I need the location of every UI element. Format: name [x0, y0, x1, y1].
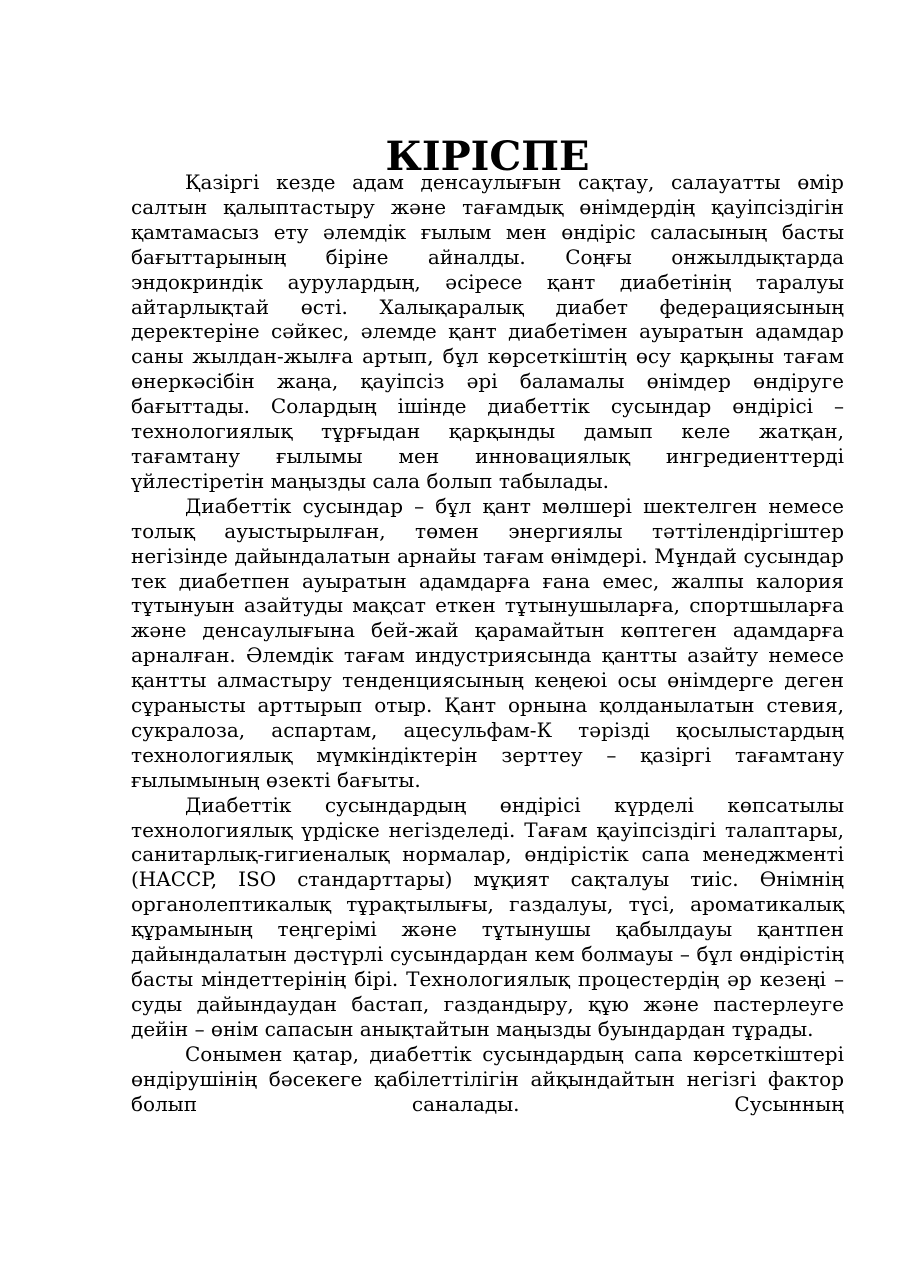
paragraph-4: Сонымен қатар, диабеттік сусындардың сапа көрсеткіштері өндірушінің бәсекеге қабілеттілігін айқындайтын негізгі фактор болып саналады. Сусынның — [131, 1041, 844, 1116]
paragraph-3: Диабеттік сусындардың өндірісі күрделі көпсатылы технологиялық үрдіске негізделеді. Тағам қауіпсіздігі талаптары, санитарлық-гигиеналық нормалар, өндірістік сапа менеджменті (HACCP, ISO стандарттары) мұқият сақталуы тиіс. Өнімнің органолептикалық тұрақтылығы, газдалуы, түсі, ароматикалық құрамының теңгерімі және тұтынушы қабылдауы қантпен дайындалатын дәстүрлі сусындардан кем болмауы – бұл өндірістің басты міндеттерінің бірі. Технологиялық процестердің әр кезеңі – суды дайындаудан бастап, газдандыру, құю және пастерлеуге дейін – өнім сапасын анықтайтын маңызды буындардан тұрады. — [131, 792, 844, 1041]
section-title: КІРІСПЕ — [385, 133, 590, 180]
paragraph-2: Диабеттік сусындар – бұл қант мөлшері шектелген немесе толық ауыстырылған, төмен энергиялы тәттілендіргіштер негізінде дайындалатын арнайы тағам өнімдері. Мұндай сусындар тек диабетпен ауыратын адамдарға ғана емес, жалпы калория тұтынуын азайтуды мақсат еткен тұтынушыларға, спортшыларға және денсаулығына бей-жай қарамайтын көптеген адамдарға арналған. Әлемдік тағам индустриясында қантты азайту немесе қантты алмастыру тенденциясының кеңеюі осы өнімдерге деген сұранысты арттырып отыр. Қант орнына қолданылатын стевия, сукралоза, аспартам, ацесульфам-К тәрізді қосылыстардың технологиялық мүмкіндіктерін зерттеу – қазіргі тағамтану ғылымының өзекті бағыты. — [131, 493, 844, 792]
document-page — [131, 133, 844, 1116]
paragraph-1: Қазіргі кезде адам денсаулығын сақтау, салауатты өмір салтын қалыптастыру және тағамдық өнімдердің қауіпсіздігін қамтамасыз ету әлемдік ғылым мен өндіріс саласының басты бағыттарының біріне айналды. Соңғы онжылдықтарда эндокриндік аурулардың, әсіресе қант диабетінің таралуы айтарлықтай өсті. Халықаралық диабет федерациясының деректеріне сәйкес, әлемде қант диабетімен ауыратын адамдар саны жылдан-жылға артып, бұл көрсеткіштің өсу қарқыны тағам өнеркәсібін жаңа, қауіпсіз әрі баламалы өнімдер өндіруге бағыттады. Солардың ішінде диабеттік сусындар өндірісі – технологиялық тұрғыдан қарқынды дамып келе жатқан, тағамтану ғылымы мен инновациялық ингредиенттерді үйлестіретін маңызды сала болып табылады. — [131, 170, 844, 493]
